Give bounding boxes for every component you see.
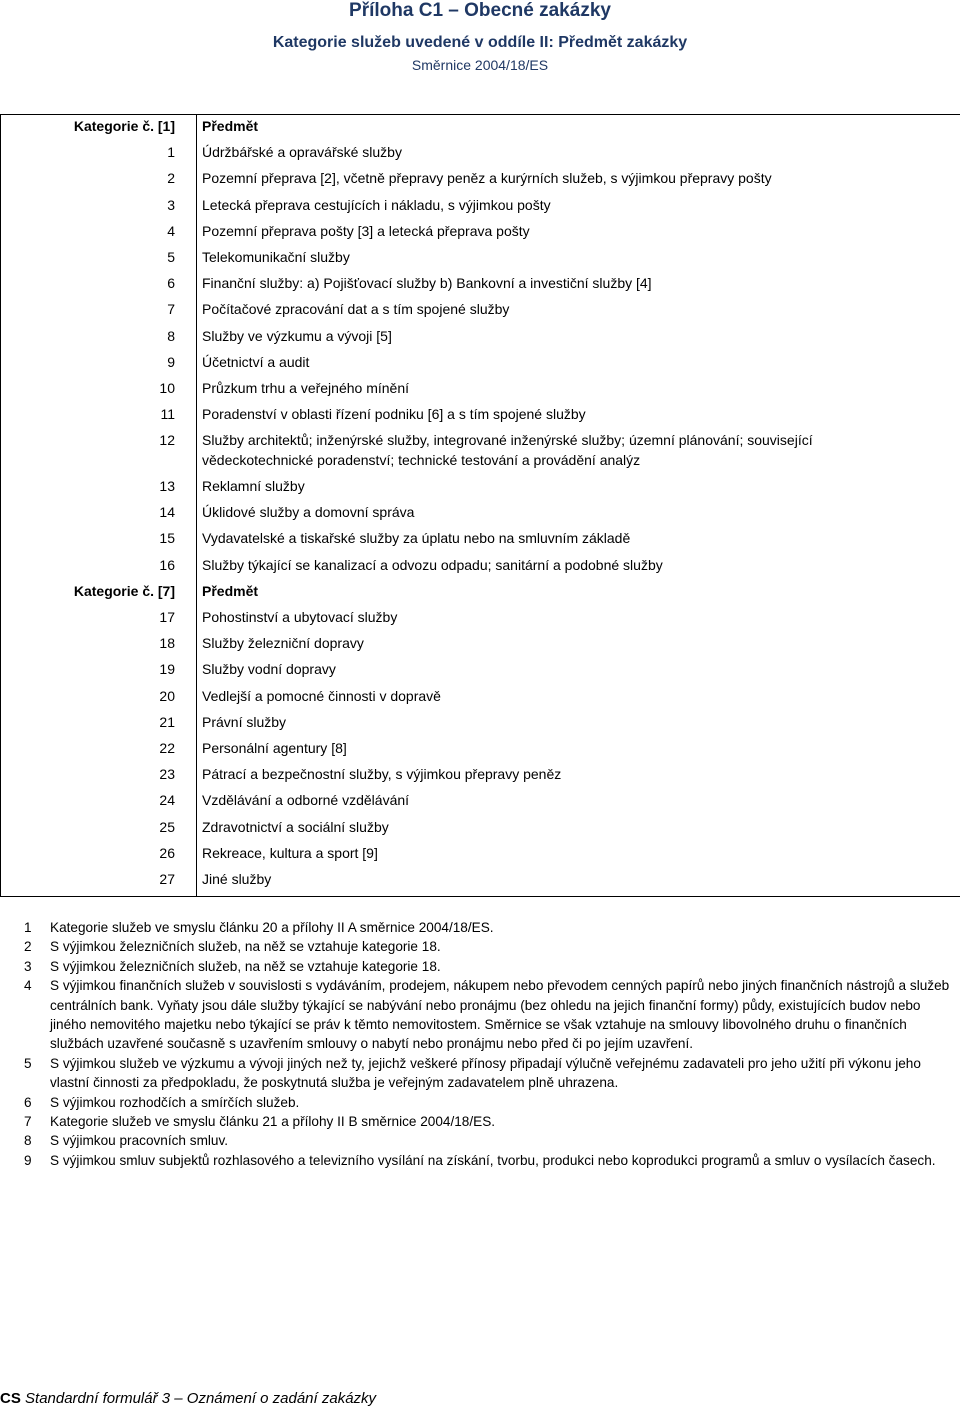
category-description: Služby týkající se kanalizací a odvozu odpadu; sanitární a podobné služby: [202, 556, 663, 573]
category-description: Pozemní přeprava [2], včetně přepravy peněz a kurýrních služeb, s výjimkou přepravy pošty: [202, 170, 772, 187]
category-number: 24: [159, 792, 175, 809]
category-row: [1, 632, 960, 658]
category-number: 19: [159, 661, 175, 678]
category-number: Kategorie č. [7]: [73, 582, 175, 599]
category-number: 7: [167, 301, 175, 318]
footnote-number: 8: [24, 1133, 32, 1149]
category-number: 25: [159, 818, 175, 835]
category-row: [1, 246, 960, 272]
category-description: Služby ve výzkumu a vývoji [5]: [202, 327, 392, 344]
category-description: Pozemní přeprava pošty [3] a letecká přeprava pošty: [202, 222, 530, 239]
category-number: 1: [167, 144, 175, 161]
category-row: [1, 554, 960, 580]
category-description: Vydavatelské a tiskařské služby za úplatu nebo na smluvním základě: [202, 530, 631, 547]
footnote-text: S výjimkou služeb ve výzkumu a vývoji jiných než ty, jejichž veškeré přínosy připadají výlučně veřejnému zadavateli pro jeho užití při výkonu jeho vlastní činnosti za předpokladu, že poskytnutá služba je veřejným zadavatelem plně uhrazena.: [50, 1055, 921, 1091]
service-categories-table: [0, 114, 960, 897]
footnote-number: 1: [24, 920, 32, 935]
footnote: [0, 1151, 960, 1170]
category-description: Finanční služby: a) Pojišťovací služby b) Bankovní a investiční služby [4]: [202, 275, 652, 292]
category-row: [1, 816, 960, 842]
category-row: [1, 868, 960, 894]
document-subtitle: Kategorie služeb uvedené v oddíle II: Předmět zakázky: [272, 34, 688, 51]
table-header-row: [1, 580, 960, 606]
category-row: [1, 685, 960, 711]
category-description: Reklamní služby: [202, 477, 305, 494]
category-number: 22: [159, 739, 175, 756]
category-row: [1, 789, 960, 815]
footnote: [0, 918, 960, 937]
footnote-text: S výjimkou železničních služeb, na něž se vztahuje kategorie 18.: [50, 958, 441, 974]
category-row: [1, 475, 960, 501]
category-number: 2: [167, 170, 175, 187]
footnote: [0, 1054, 960, 1093]
category-description: Vedlejší a pomocné činnosti v dopravě: [202, 687, 441, 704]
category-description: Počítačové zpracování dat a s tím spojené služby: [202, 301, 510, 318]
category-row: [1, 658, 960, 684]
category-row: [1, 351, 960, 377]
document-title: Příloha C1 – Obecné zakázky: [349, 0, 611, 21]
category-row: [1, 272, 960, 298]
footnote-number: 4: [24, 978, 32, 994]
category-row: [1, 167, 960, 193]
table-header-row: [1, 115, 960, 141]
category-number: 14: [159, 504, 175, 521]
footnote: [0, 1112, 960, 1131]
category-number: 23: [159, 766, 175, 783]
category-number: Kategorie č. [1]: [73, 118, 175, 134]
category-description: Vzdělávání a odborné vzdělávání: [202, 792, 410, 809]
category-row: [1, 429, 960, 469]
category-number: 4: [167, 222, 175, 239]
category-number: 5: [167, 249, 175, 265]
category-description: Úklidové služby a domovní správa: [202, 504, 415, 521]
category-description: Služby vodní dopravy: [202, 661, 336, 678]
category-number: 26: [159, 844, 175, 861]
footnote-text: Kategorie služeb ve smyslu článku 21 a přílohy II B směrnice 2004/18/ES.: [50, 1114, 496, 1130]
form-footer: [0, 1390, 376, 1407]
footnote-text: S výjimkou pracovních smluv.: [50, 1133, 229, 1149]
footnote-text: Kategorie služeb ve smyslu článku 20 a přílohy II A směrnice 2004/18/ES.: [50, 920, 494, 935]
category-row: [1, 501, 960, 527]
category-row: [1, 141, 960, 167]
category-number: 27: [159, 870, 175, 887]
footnote-number: 9: [24, 1152, 32, 1168]
footnote-number: 7: [24, 1114, 32, 1130]
footer-language-code: CS: [0, 1390, 21, 1407]
footnote-text: S výjimkou rozhodčích a smírčích služeb.: [50, 1094, 300, 1110]
directive-reference: Směrnice 2004/18/ES: [411, 57, 549, 73]
category-row: [1, 325, 960, 351]
category-row: [1, 403, 960, 429]
category-description: Účetnictví a audit: [202, 353, 310, 370]
footer-form-name: Standardní formulář 3 – Oznámení o zadání zakázky: [25, 1390, 377, 1407]
footnote-number: 3: [24, 958, 32, 974]
category-number: 10: [159, 380, 175, 396]
category-number: 18: [159, 635, 175, 652]
category-description: Pátrací a bezpečnostní služby, s výjimkou přepravy peněz: [202, 766, 562, 783]
category-row: [1, 194, 960, 220]
category-description: Údržbářské a opravářské služby: [202, 144, 402, 161]
category-row: [1, 220, 960, 246]
category-description: Zdravotnictví a sociální služby: [202, 818, 389, 835]
category-row: [1, 763, 960, 789]
category-number: 6: [167, 275, 175, 292]
category-description: Jiné služby: [202, 870, 272, 887]
footnote-number: 2: [24, 939, 32, 955]
category-row: [1, 842, 960, 868]
category-number: 13: [159, 477, 175, 494]
category-number: 11: [160, 406, 175, 423]
category-description: Rekreace, kultura a sport [9]: [202, 844, 378, 861]
category-number: 21: [159, 713, 175, 730]
category-description: Poradenství v oblasti řízení podniku [6] a s tím spojené služby: [202, 406, 586, 423]
category-row: [1, 527, 960, 553]
category-description: Letecká přeprava cestujících i nákladu, s výjimkou pošty: [202, 196, 551, 213]
footnote-number: 6: [24, 1094, 32, 1110]
footnote: [0, 1131, 960, 1150]
category-row: [1, 298, 960, 324]
category-number: 17: [159, 608, 175, 625]
footnote-text: S výjimkou smluv subjektů rozhlasového a televizního vysílání na získání, tvorbu, produkci nebo koprodukci programů a smluv o vysílacích časech.: [50, 1152, 936, 1168]
category-description: Služby architektů; inženýrské služby, integrované inženýrské služby; územní plánování; související vědeckotechnické poradenství; technické testování a provádění analýz: [202, 432, 813, 469]
category-description: Pohostinství a ubytovací služby: [202, 608, 398, 625]
category-number: 15: [159, 530, 175, 547]
category-number: 9: [167, 353, 175, 370]
footnote: [0, 957, 960, 976]
footnote: [0, 976, 960, 1054]
category-number: 8: [167, 327, 175, 344]
category-description: Personální agentury [8]: [202, 739, 347, 756]
footnote-number: 5: [24, 1055, 32, 1071]
footnotes: [0, 918, 960, 1170]
category-description: Právní služby: [202, 713, 287, 730]
category-row: [1, 711, 960, 737]
footnote: [0, 937, 960, 956]
category-row: [1, 377, 960, 403]
category-description: Telekomunikační služby: [202, 249, 350, 265]
footnote: [0, 1093, 960, 1112]
category-description: Průzkum trhu a veřejného mínění: [202, 380, 409, 396]
category-number: 16: [159, 556, 175, 573]
category-number: 3: [167, 196, 175, 213]
category-description: Předmět: [202, 118, 259, 134]
category-number: 20: [159, 687, 175, 704]
category-row: [1, 606, 960, 632]
footnote-text: S výjimkou finančních služeb v souvislosti s vydáváním, prodejem, nákupem nebo převodem cenných papírů nebo jiných finančních nástrojů a služeb centrálních bank. Vyňaty jsou dále služby týkající se nabývání nebo pronájmu (bez ohledu na jejich finanční formy) půdy, existujících budov nebo jiného nemovitého majetku nebo týkající se práv k těmto nemovitostem. Směrnice se však vztahuje na smlouvy libovolného druhu o finančních službách uzavřené současně s uzavřením smlouvy o nabytí nebo pronájmu nebo před či po jejím uzavření.: [50, 978, 950, 1052]
category-row: [1, 737, 960, 763]
footnote-text: S výjimkou železničních služeb, na něž se vztahuje kategorie 18.: [50, 939, 441, 955]
category-description: Služby železniční dopravy: [202, 635, 364, 652]
category-description: Předmět: [202, 582, 259, 599]
category-number: 12: [159, 432, 175, 449]
